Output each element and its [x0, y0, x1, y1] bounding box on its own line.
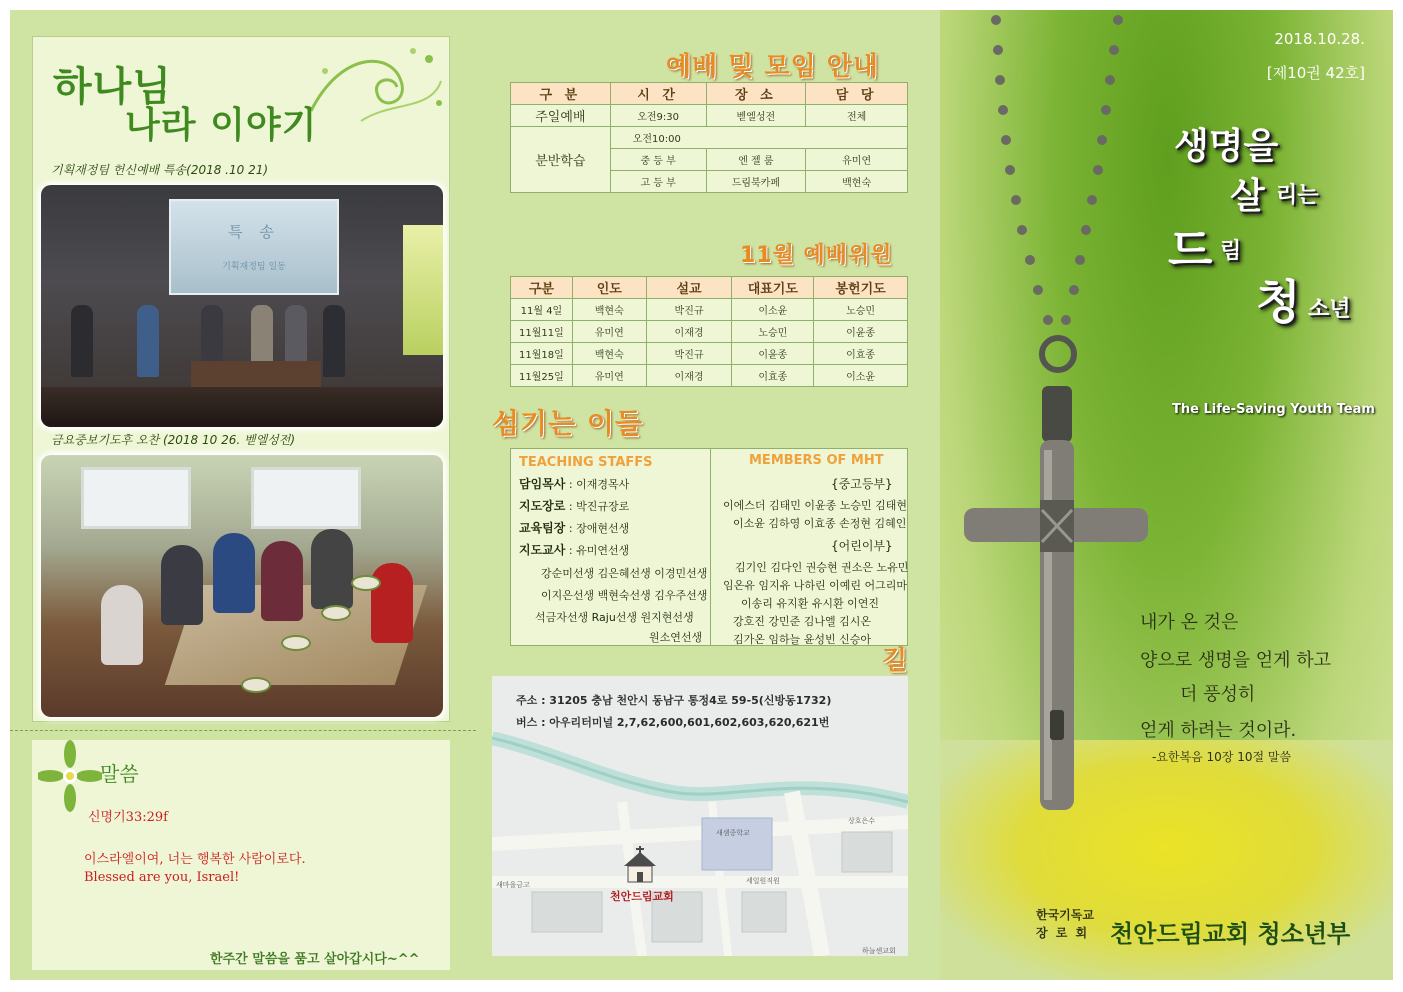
worship-header: 인도: [572, 277, 646, 299]
worship-header: 설교: [646, 277, 732, 299]
teachers-line: 원소연선생: [649, 631, 703, 644]
worship-cell: 이재경: [646, 321, 732, 343]
middle-high-heading: {중고등부}: [831, 477, 893, 491]
staff-elder-label: 지도장로: [519, 499, 566, 513]
schedule-header: 장 소: [706, 83, 806, 105]
news-title-line2: 나라 이야기: [125, 105, 318, 146]
worship-table: [510, 276, 908, 387]
pews: [41, 387, 443, 427]
map-label-left: 새마을금고: [496, 881, 530, 889]
schedule-table: [510, 82, 908, 193]
worship-row: [511, 299, 908, 321]
diner: [261, 541, 303, 621]
worship-row: [511, 321, 908, 343]
diner: [311, 529, 353, 609]
word-verse-korean: 이스라엘이여, 너는 행복한 사람이로다.: [84, 852, 306, 867]
map-church-label: 천안드림교회: [610, 890, 674, 903]
schedule-header-row: [511, 83, 908, 105]
denomination-line2: 장 로 회: [1036, 926, 1090, 940]
worship-cell: 11월25일: [511, 365, 573, 387]
worship-cell: 유미연: [572, 365, 646, 387]
staff-box: [510, 448, 908, 646]
photo1-caption: 기획재정팀 헌신예배 특송(2018 .10 21): [51, 163, 269, 177]
word-verse-english: Blessed are you, Israel!: [84, 870, 240, 885]
worship-cell: 이재경: [646, 365, 732, 387]
members-line: 이에스더 김태민 이윤종 노승민 김태현: [723, 499, 908, 512]
schedule-cell: 오전10:00: [610, 127, 907, 149]
lunch-photo: [41, 455, 443, 717]
verse-line: 얻게 하려는 것이라.: [1140, 720, 1297, 741]
photo2-caption: 금요중보기도후 오찬 (2018 10 26. 벧엘성전): [51, 433, 296, 447]
teachers-line: 이지은선생 백현숙선생 김우주선생: [541, 589, 708, 602]
staff-edu-name: 장애현선생: [576, 522, 630, 535]
worship-header: 봉헌기도: [814, 277, 908, 299]
schedule-cell: 전체: [806, 105, 908, 127]
hero-word1: 생명을: [1174, 126, 1279, 167]
singer: [323, 305, 345, 377]
schedule-cell: 벧엘성전: [706, 105, 806, 127]
worship-cell: 이소윤: [814, 365, 908, 387]
schedule-row: [511, 127, 908, 149]
verse-reference: -요한복음 10장 10절 말씀: [1152, 750, 1292, 764]
staff-teacher-label: 지도교사: [519, 543, 566, 557]
schedule-cell: 유미연: [806, 149, 908, 171]
diner: [161, 545, 203, 625]
schedule-cell: 중 등 부: [610, 149, 706, 171]
worship-cell: 백현숙: [572, 343, 646, 365]
swirl-decoration-icon: [301, 41, 447, 131]
screen-subtitle: 기획재정팀 일동: [222, 262, 286, 272]
worship-cell: 이윤종: [732, 343, 814, 365]
verse-line: 더 풍성히: [1180, 684, 1256, 705]
hero-word2-part1: 살: [1230, 176, 1265, 217]
staff-title: 섬기는 이들: [492, 407, 643, 440]
schedule-title: 예배 및 모임 안내: [666, 52, 879, 82]
teachers-line: 석금자선생 Raju선생 원지현선생: [535, 611, 694, 624]
church-icon: [618, 846, 662, 886]
worship-cell: 11월18일: [511, 343, 573, 365]
map-bus: 버스 : 아우리터미널 2,7,62,600,601,602,603,620,621번: [516, 716, 830, 729]
map-label-school: 새샘중학교: [716, 829, 750, 837]
schedule-cell: 분반학습: [511, 127, 611, 193]
diner: [371, 563, 413, 643]
schedule-cell: 엔 젤 룸: [706, 149, 806, 171]
window: [251, 467, 361, 529]
news-title-line1: 하나님: [53, 64, 172, 110]
members-heading: MEMBERS OF MHT: [749, 453, 884, 468]
church-name: 천안드림교회 청소년부: [1110, 920, 1351, 948]
issue-number: [제10권 42호]: [1266, 64, 1365, 82]
teaching-staffs-heading: TEACHING STAFFS: [519, 455, 653, 470]
staff-elder-name: 박진규장로: [576, 500, 630, 513]
staff-edu-label: 교육팀장: [519, 521, 566, 535]
divider: [10, 730, 476, 731]
schedule-row: [511, 105, 908, 127]
staff-pastor: 담임목사 : 이재경목사: [519, 477, 630, 491]
schedule-cell: 고 등 부: [610, 171, 706, 193]
worship-cell: 노승민: [732, 321, 814, 343]
staff-teacher: 지도교사 : 유미연선생: [519, 543, 630, 557]
worship-cell: 노승민: [814, 299, 908, 321]
worship-header: 대표기도: [732, 277, 814, 299]
staff-teacher-name: 유미연선생: [576, 544, 630, 557]
worship-row: [511, 365, 908, 387]
worship-cell: 11월11일: [511, 321, 573, 343]
members-line: 김기인 김다인 권승현 권소은 노유민: [735, 561, 909, 574]
verse-line: 양으로 생명을 얻게 하고: [1140, 650, 1332, 671]
worship-cell: 백현숙: [572, 299, 646, 321]
screen-title: 특 송: [228, 223, 280, 241]
members-line: 강호진 강민준 김나엘 김시온: [733, 615, 872, 628]
word-panel: [32, 740, 450, 970]
staff-pastor-name: 이재경목사: [576, 478, 630, 491]
schedule-cell: 백현숙: [806, 171, 908, 193]
dish: [281, 635, 311, 651]
worship-cell: 이효종: [732, 365, 814, 387]
dish: [241, 677, 271, 693]
map[interactable]: [492, 676, 908, 956]
projection-screen: [169, 199, 339, 295]
news-panel: [32, 36, 450, 722]
staff-edu: 교육팀장 : 장애현선생: [519, 521, 630, 535]
cross-necklace-icon: [960, 10, 1150, 820]
members-line: 임온유 임지유 나하린 이예린 어그리마: [723, 579, 908, 592]
map-label-bottom: 하늘센교회: [862, 947, 896, 955]
singer: [71, 305, 93, 377]
hero-word3-part1: 드: [1168, 223, 1213, 277]
tagline: The Life-Saving Youth Team: [1172, 402, 1375, 417]
choir-photo: [41, 185, 443, 427]
staff-elder: 지도장로 : 박진규장로: [519, 499, 630, 513]
worship-cell: 이소윤: [732, 299, 814, 321]
schedule-header: 담 당: [806, 83, 908, 105]
worship-cell: 이윤종: [814, 321, 908, 343]
worship-cell: 유미연: [572, 321, 646, 343]
map-address: 주소 : 31205 충남 천안시 동남구 통정4로 59-5(신방동1732): [516, 694, 832, 707]
schedule-header: 구 분: [511, 83, 611, 105]
worship-header-row: [511, 277, 908, 299]
hero-word3-part2: 림: [1220, 239, 1242, 264]
word-footer: 한주간 말씀을 품고 살아갑시다~^^: [210, 952, 420, 967]
worship-row: [511, 343, 908, 365]
worship-header: 구분: [511, 277, 573, 299]
worship-cell: 박진규: [646, 343, 732, 365]
dish: [321, 605, 351, 621]
bulletin-page: [10, 10, 1393, 980]
worship-cell: 11월 4일: [511, 299, 573, 321]
members-line: 이송리 유지환 유시환 이연진: [741, 597, 880, 610]
worship-cell: 이효종: [814, 343, 908, 365]
schedule-header: 시 간: [610, 83, 706, 105]
dish: [351, 575, 381, 591]
hero-word4-part2: 소년: [1308, 297, 1351, 322]
staff-pastor-label: 담임목사: [519, 477, 566, 491]
hero-word2-part2: 리는: [1276, 183, 1319, 208]
map-label-right2: 세일원직원: [746, 877, 780, 885]
teachers-line: 강순미선생 김은혜선생 이경민선생: [541, 567, 708, 580]
diner: [213, 533, 255, 613]
hero-word4-part1: 청: [1256, 275, 1301, 329]
word-reference: 신명기33:29f: [88, 810, 168, 825]
staff-divider: [710, 449, 711, 645]
cover-panel: [940, 10, 1393, 980]
schedule-cell: 주일예배: [511, 105, 611, 127]
denomination-line1: 한국기독교: [1036, 908, 1094, 922]
worship-title: 11월 예배위원: [740, 243, 893, 268]
schedule-cell: 오전9:30: [610, 105, 706, 127]
members-line: 김가온 임하늘 윤성빈 신승아: [733, 633, 872, 646]
diner: [101, 585, 143, 665]
issue-date: 2018.10.28.: [1274, 30, 1365, 48]
members-line: 이소윤 김하영 이효종 손정현 김혜인: [733, 517, 907, 530]
schedule-cell: 드림북카페: [706, 171, 806, 193]
word-heading: 말씀: [100, 762, 139, 786]
flower-icon: [38, 740, 102, 812]
map-title: 길: [882, 646, 909, 676]
singer: [137, 305, 159, 377]
side-banner: [403, 225, 443, 355]
window: [81, 467, 191, 529]
children-heading: {어린이부}: [831, 539, 893, 553]
map-roads-icon: [492, 732, 908, 956]
verse-line: 내가 온 것은: [1140, 612, 1239, 633]
worship-cell: 박진규: [646, 299, 732, 321]
map-label-right1: 상호은수: [848, 817, 876, 825]
